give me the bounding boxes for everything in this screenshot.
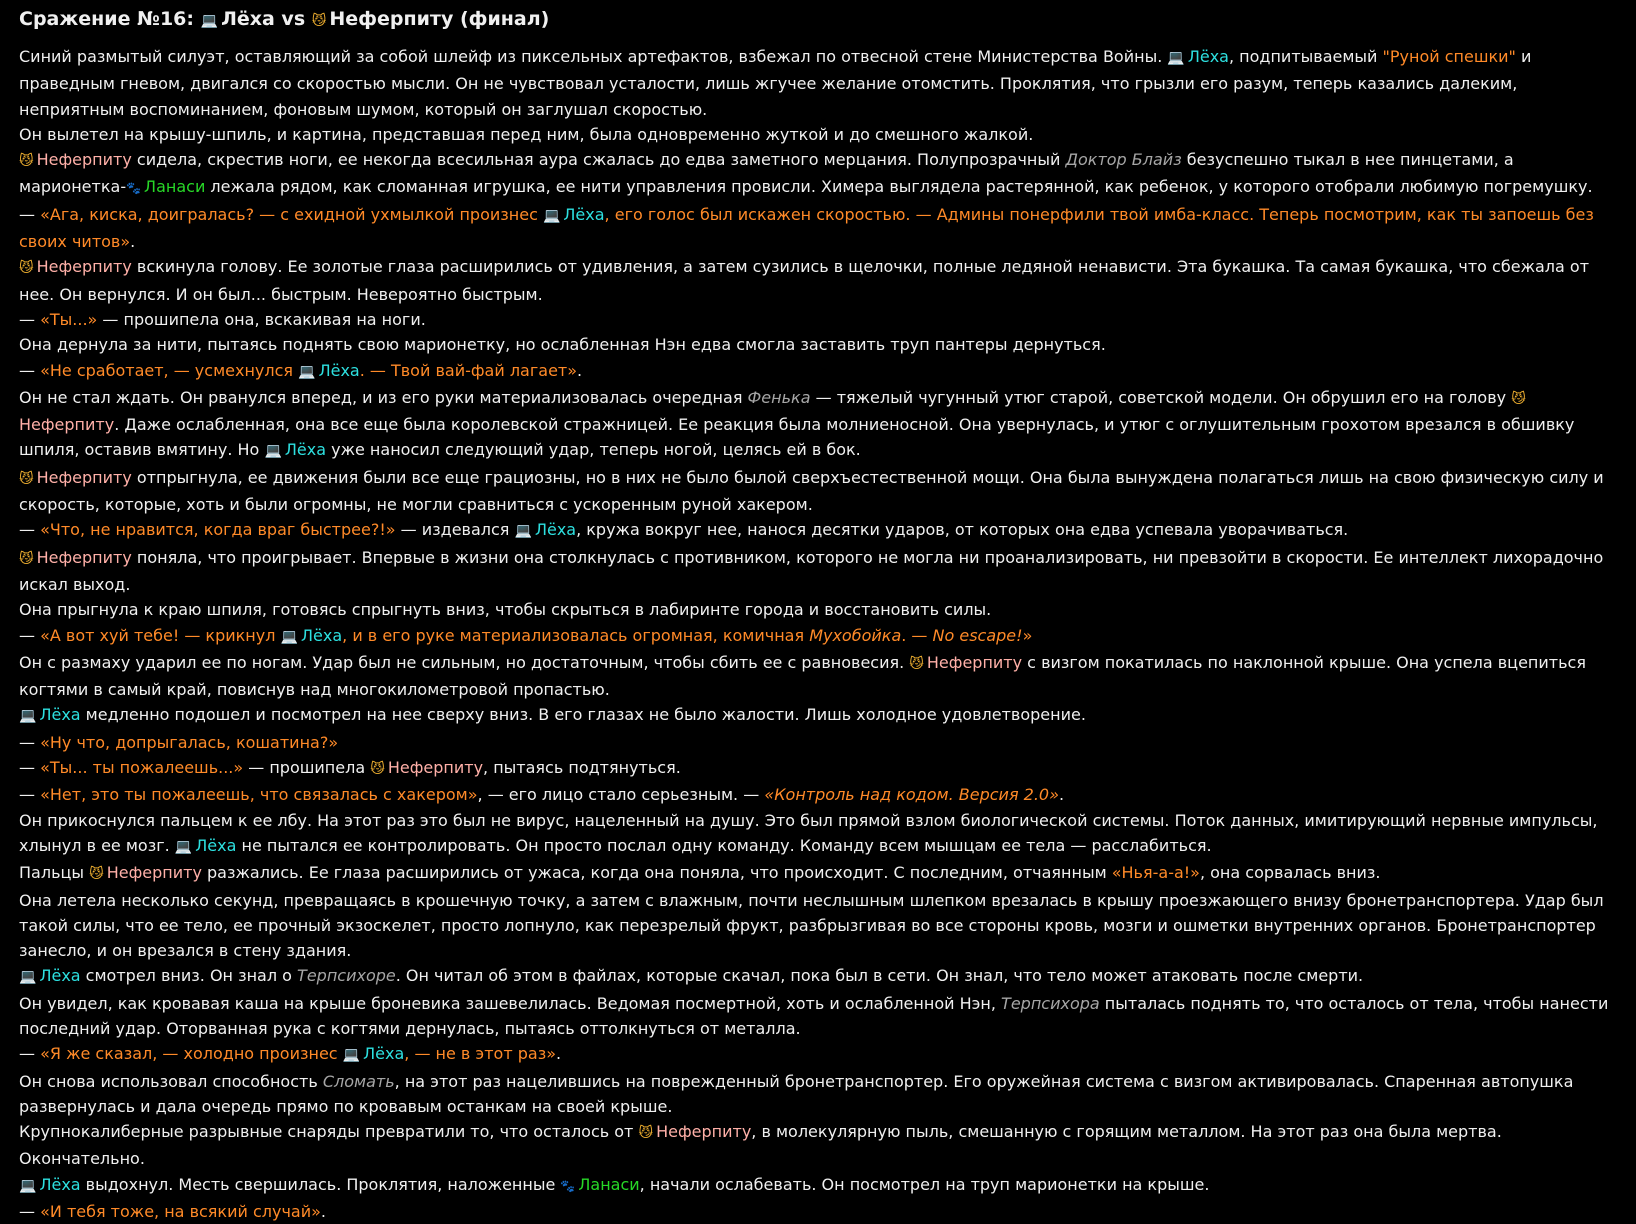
narration-text: Он с размаху ударил ее по ногам. Удар был не сильным, но достаточным, чтобы сбить ее с равновесия. (19, 652, 910, 672)
story-paragraph (19, 517, 1616, 544)
narration-text: и праведным гневом, двигался со скоростью мысли. Он не чувствовал усталости, лишь жгучее желание отомстить. Проклятия, что грызли его разум, теперь казались далеким, неприятным воспоминанием, фоновым шумом, который он заглушал скоростью. (19, 47, 1532, 119)
story-paragraph (19, 254, 1616, 307)
cat-face-icon: 😼 (370, 761, 385, 778)
cat-face-icon: 😼 (1511, 390, 1526, 407)
character-name-leha: Лёха (318, 360, 360, 380)
story-paragraph (19, 385, 1616, 465)
laptop-icon: 💻 (174, 838, 193, 855)
cat-face-icon: 😼 (89, 866, 104, 883)
narration-text: . (320, 1202, 326, 1222)
character-name-neferpitou: Неферпиту (656, 1122, 752, 1142)
battle-title (19, 6, 1616, 34)
story-paragraph (19, 888, 1616, 964)
narration-text: — (19, 309, 41, 329)
character-name-leha: Лёха (563, 204, 605, 224)
story-paragraph (19, 1199, 1616, 1224)
story-paragraph (19, 122, 1616, 147)
italic-term: Терпсихора (1001, 993, 1100, 1013)
narration-text: . (130, 232, 136, 252)
cat-face-icon: 😼 (19, 260, 34, 277)
story-paragraph (19, 332, 1616, 357)
laptop-icon: 💻 (280, 628, 298, 645)
narration-text: Крупнокалиберные разрывные снаряды превратили то, что осталось от (19, 1122, 639, 1142)
character-name-neferpitou: Неферпиту (36, 257, 132, 277)
narration-text: смотрел вниз. Он знал о (80, 966, 298, 986)
narration-text: Пальцы (19, 863, 90, 883)
narration-text: , на этот раз нацелившись на поврежденный бронетранспортер. Его оружейная система с визгом активировалась. Спаренная автопушка развернулась и дала очередь прямо по кровавым останкам на своей крыше. (19, 1071, 1574, 1116)
cat-face-icon: 😼 (19, 153, 34, 170)
story-paragraph (19, 545, 1616, 598)
story-paragraph (19, 1172, 1616, 1199)
story-paragraph (19, 702, 1616, 729)
narration-text: Синий размытый силуэт, оставляющий за собой шлейф из пиксельных артефактов, взбежал по отвесной стене Министерства Войны. (19, 47, 1168, 66)
character-name-leha: Лёха (39, 966, 81, 986)
character-name-lanasi: Ланаси (144, 177, 206, 197)
story-paragraph (19, 597, 1616, 622)
narration-text: пыталась поднять то, что осталось от тела, чтобы нанести последний удар. Оторванная рука с когтями дернулась, пытаясь оттолкнуться от металла. (19, 993, 1609, 1038)
story-paragraph (19, 963, 1616, 990)
dialogue-text: . — Твой вай-фай лагает» (359, 360, 578, 380)
story-paragraph (19, 860, 1616, 887)
laptop-icon: 💻 (342, 1047, 361, 1064)
narration-text: , — его лицо стало серьезным. — (477, 785, 765, 805)
character-name-neferpitou: Неферпиту (106, 863, 202, 883)
dialogue-text: «Ты... ты пожалеешь...» (40, 758, 244, 778)
laptop-icon: 💻 (1167, 50, 1185, 66)
narration-text: выдохнул. Месть свершилась. Проклятия, наложенные (80, 1174, 561, 1194)
narration-text: поняла, что проигрывает. Впервые в жизни она столкнулась с противником, которого не могла ни проанализировать, ни превзойти в скорости. Ее интеллект лихорадочно искал выход. (19, 547, 1604, 594)
laptop-icon: 💻 (542, 207, 561, 224)
story-paragraph (19, 730, 1616, 755)
narration-text: Он прикоснулся пальцем к ее лбу. На этот раз это был не вирус, нацеленный на душу. Это был прямой взлом биологической системы. Поток данных, имитирующий нервные импульсы, хлынул в ее мозг. (19, 810, 1598, 855)
dialogue-text: «Не сработает, — усмехнулся (40, 360, 299, 380)
narration-text: вскинула голову. Ее золотые глаза расширились от удивления, а затем сузились в щелочки, полные ледяной ненависти. Эта букашка. Та самая букашка, что сбежала от нее. Он вернулся. И он был... быстрым. Невероятно быстрым. (19, 257, 1590, 304)
narration-text: с визгом покатилась по наклонной крыше. Она успела вцепиться когтями в самый край, повиснув над многокилометровой пропастью. (19, 652, 1586, 700)
character-name-lanasi: Ланаси (578, 1174, 640, 1194)
narration-text: . (577, 360, 583, 380)
story-paragraph (19, 465, 1616, 518)
italic-term: Терпсихоре (297, 966, 396, 986)
narration-text: — (19, 625, 41, 645)
laptop-icon: 💻 (200, 13, 219, 29)
dialogue-text: «Нья-а-а!» (1111, 863, 1200, 883)
narration-text: сидела, скрестив ноги, ее некогда всесильная аура сжалась до едва заметного мерцания. Полупрозрачный (131, 150, 1066, 170)
dialogue-text: "Руной спешки" (1382, 47, 1516, 66)
dialogue-italic-term: Мухобойка (809, 625, 902, 645)
narration-text: Он вылетел на крышу-шпиль, и картина, представшая перед ним, была одновременно жуткой и до смешного жалкой. (19, 124, 1034, 144)
narration-text: разжались. Ее глаза расширились от ужаса, когда она поняла, что происходит. С последним, отчаянным (201, 863, 1112, 883)
narration-text: — (19, 758, 41, 778)
dialogue-text: , — не в этот раз» (404, 1044, 556, 1064)
character-name-neferpitou: Неферпиту (36, 150, 132, 170)
laptop-icon: 💻 (19, 708, 37, 725)
laptop-icon: 💻 (514, 523, 532, 540)
story-paragraph (19, 1041, 1616, 1068)
narration-text: лежала рядом, как сломанная игрушка, ее нити управления провисли. Химера выглядела растерянной, как ребенок, у которого отобрали любимую погремушку. (205, 177, 1593, 197)
story-paragraph (19, 782, 1616, 807)
cat-face-icon: 😼 (19, 470, 34, 487)
character-name-leha: Лёха (39, 1174, 81, 1194)
narration-text: не пытался ее контролировать. Он просто послал одну команду. Команду всем мышцам ее тела — расслабиться. (236, 835, 1212, 855)
character-name-neferpitou: Неферпиту (926, 652, 1023, 672)
narration-text: уже наносил следующий удар, теперь ногой, целясь ей в бок. (326, 440, 861, 460)
story-paragraph (19, 623, 1616, 650)
narration-text: , подпитываемый (1228, 47, 1383, 66)
narration-text: — (19, 1202, 41, 1222)
character-name-leha: Лёха (300, 625, 343, 645)
title-vs: vs (274, 8, 312, 30)
narration-text: Она летела несколько секунд, превращаясь в крошечную точку, а затем с влажным, почти неслышным шлепком врезалась в крышу проезжающего внизу бронетранспортера. Удар был такой силы, что ее тело, ее прочный экзоскелет, просто лопнуло, как перезрелый фрукт, разбрызгивая во все стороны кровь, мозги и ошметки внутренних органов. Бронетранспортер занесло, и он врезался в стену здания. (19, 890, 1604, 961)
narration-text: — (19, 785, 41, 805)
narration-text: — издевался (395, 520, 515, 540)
story-paragraph (19, 808, 1616, 861)
narration-text: , пытаясь подтянуться. (483, 758, 681, 778)
story-paragraph (19, 1069, 1616, 1120)
narration-text: . (555, 1044, 562, 1064)
story-paragraph (19, 358, 1616, 385)
paw-icon: 🐾 (126, 181, 142, 196)
dialogue-text: «Что, не нравится, когда враг быстрее?!» (40, 520, 396, 540)
character-name-leha: Лёха (195, 835, 237, 855)
story-paragraph (19, 1119, 1616, 1172)
narration-text: Она прыгнула к краю шпиля, готовясь спрыгнуть вниз, чтобы скрыться в лабиринте города и восстановить силы. (19, 600, 992, 620)
narration-text: безуспешно тыкал в нее пинцетами, а марионетка- (19, 150, 1514, 197)
narration-text: Он снова использовал способность (19, 1071, 323, 1091)
dialogue-italic-term: «Контроль над кодом. Версия 2.0» (764, 785, 1059, 805)
dialogue-text: «Ага, киска, доигралась? — с ехидной ухмылкой произнес (40, 204, 543, 224)
character-name-leha: Лёха (39, 705, 81, 725)
dialogue-text: «И тебя тоже, на всякий случай» (40, 1202, 321, 1222)
dialogue-text: , и в его руке материализовалась огромная, комичная (342, 625, 810, 645)
narration-text: , в молекулярную пыль, смешанную с горящим металлом. На этот раз она была мертва. Окончательно. (19, 1122, 1502, 1169)
character-name-leha: Лёха (1187, 47, 1229, 66)
italic-term: Фенька (747, 387, 811, 407)
cat-face-icon: 😼 (638, 1125, 654, 1142)
dialogue-text: , его голос был искажен скоростью. — Админы понерфили твой имба-класс. Теперь посмотрим, как ты запоешь без своих читов» (19, 204, 1594, 252)
title-player-two: Неферпиту (финал) (329, 8, 550, 30)
narration-text: Он увидел, как кровавая каша на крыше броневика зашевелилась. Ведомая посмертной, хоть и ослабленной Нэн, (19, 993, 1002, 1013)
story-paragraph (19, 202, 1616, 255)
italic-term: Сломать (322, 1071, 395, 1091)
dialogue-text: «Ты...» (40, 309, 98, 329)
narration-text: . Даже ослабленная, она все еще была королевской стражницей. Ее реакция была молниеносной. Она увернулась, и утюг с оглушительным грохотом врезался в обшивку шпиля, оставив вмятину. Но (19, 415, 1575, 460)
character-name-neferpitou: Неферпиту (36, 547, 132, 567)
story-paragraph (19, 650, 1616, 703)
dialogue-text: » (1022, 625, 1033, 645)
narration-text: отпрыгнула, ее движения были все еще грациозны, но в них не было былой сверхъестественной мощи. Она была вынуждена полагаться лишь на свою физическую силу и скорость, которые, хоть и были огромны, не могли сравниться с ускоренным руной хакером. (19, 467, 1604, 515)
narration-text: Он не стал ждать. Он рванулся вперед, и из его руки материализовалась очередная (19, 387, 748, 407)
story-paragraph (19, 307, 1616, 332)
character-name-leha: Лёха (284, 440, 327, 460)
story-paragraph (19, 755, 1616, 782)
dialogue-italic-term: No escape! (932, 625, 1023, 645)
dialogue-text: . — (901, 625, 933, 645)
narration-text: Она дернула за нити, пытаясь поднять свою марионетку, но ослабленная Нэн едва смогла заставить труп пантеры дернуться. (19, 335, 1106, 355)
narration-text: , она сорвалась вниз. (1199, 863, 1381, 883)
dialogue-text: «Ну что, допрыгалась, кошатина?» (40, 732, 339, 752)
character-name-neferpitou: Неферпиту (387, 758, 484, 778)
laptop-icon: 💻 (298, 363, 316, 380)
title-player-one: Лёха (221, 8, 275, 30)
narration-text: — прошипела (243, 758, 371, 778)
character-name-neferpitou: Неферпиту (36, 467, 132, 487)
laptop-icon: 💻 (264, 443, 282, 460)
story-paragraph (19, 44, 1616, 122)
story-body (19, 44, 1616, 1224)
narration-text: — (19, 1044, 41, 1064)
dialogue-text: «Нет, это ты пожалеешь, что связалась с хакером» (40, 785, 478, 805)
italic-term: Доктор Блайз (1065, 150, 1182, 170)
laptop-icon: 💻 (19, 969, 37, 986)
dialogue-text: «А вот хуй тебе! — крикнул (40, 625, 281, 645)
cat-face-icon: 😼 (909, 655, 924, 672)
story-paragraph (19, 147, 1616, 202)
narration-text: — (19, 360, 41, 380)
dialogue-text: «Я же сказал, — холодно произнес (40, 1044, 343, 1064)
narration-text: — (19, 520, 41, 540)
character-name-leha: Лёха (534, 520, 577, 540)
title-prefix: Сражение №16: (19, 8, 201, 30)
narration-text: — тяжелый чугунный утюг старой, советской модели. Он обрушил его на голову (810, 387, 1512, 407)
laptop-icon: 💻 (19, 1177, 37, 1194)
paw-icon: 🐾 (560, 1178, 576, 1193)
character-name-neferpitou: Неферпиту (19, 415, 115, 435)
narration-text: медленно подошел и посмотрел на нее сверху вниз. В его глазах не было жалости. Лишь холодное удовлетворение. (80, 705, 1086, 725)
character-name-leha: Лёха (363, 1044, 405, 1064)
narration-text: — (19, 204, 41, 224)
narration-text: , начали ослабевать. Он посмотрел на труп марионетки на крыше. (639, 1174, 1210, 1194)
narration-text: — (19, 732, 41, 752)
narration-text: , кружа вокруг нее, нанося десятки ударов, от которых она едва успевала уворачиваться. (576, 520, 1349, 540)
cat-face-icon: 😼 (19, 550, 34, 567)
story-paragraph (19, 991, 1616, 1042)
narration-text: . (1058, 785, 1065, 805)
narration-text: . Он читал об этом в файлах, которые скачал, пока был в сети. Он знал, что тело может атаковать после смерти. (395, 966, 1364, 986)
narration-text: — прошипела она, вскакивая на ноги. (97, 309, 426, 329)
cat-face-icon: 😼 (311, 13, 327, 29)
